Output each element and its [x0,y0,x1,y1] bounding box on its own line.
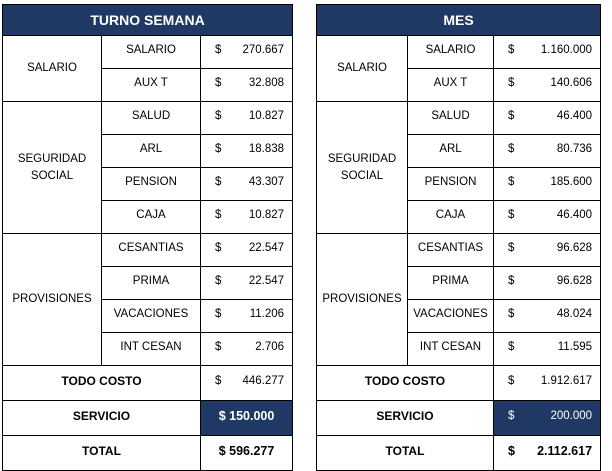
item-amount [494,135,601,168]
currency-symbol: $ [508,375,515,387]
amount-value: 200.000 [550,410,593,422]
currency-symbol: $ [508,44,515,56]
item-amount [494,300,601,333]
amount-value: 96.628 [556,242,593,254]
item-amount [494,267,601,300]
amount-value: 10.827 [248,110,285,122]
amount-value: 2.112.617 [537,444,593,458]
currency-symbol: $ [215,375,222,387]
currency-symbol: $ [215,209,222,221]
group-label-seguridad-social: SEGURIDAD SOCIAL [3,102,102,234]
amount-value: 2.706 [255,341,285,353]
item-name: ARL [102,135,201,168]
total-label: TOTAL [317,436,494,471]
total-amount: $ 596.277 [201,436,293,471]
amount-value: 46.400 [556,110,593,122]
item-amount [201,300,293,333]
currency-symbol: $ [215,77,222,89]
amount-value: 140.606 [550,77,593,89]
item-name: AUX T [408,69,494,102]
item-name: SALUD [102,102,201,135]
currency-symbol: $ [508,308,515,320]
amount-value: 48.024 [556,308,593,320]
item-amount [494,102,601,135]
item-amount [494,333,601,366]
group-label-provisiones: PROVISIONES [317,234,408,366]
todo-costo-label: TODO COSTO [3,366,201,401]
currency-symbol: $ [508,77,515,89]
item-amount [201,333,293,366]
currency-symbol: $ [215,176,222,188]
item-name: CESANTIAS [408,234,494,267]
amount-value: 446.277 [242,375,285,387]
group-label-salario: SALARIO [317,36,408,102]
item-name: PRIMA [408,267,494,300]
item-amount [494,234,601,267]
amount-value: 22.547 [248,275,285,287]
item-name: PRIMA [102,267,201,300]
group-label-provisiones: PROVISIONES [3,234,102,366]
item-amount [201,102,293,135]
servicio-amount: $ 150.000 [201,401,293,436]
item-name: INT CESAN [408,333,494,366]
currency-symbol: $ [508,275,515,287]
item-name: INT CESAN [102,333,201,366]
todo-costo-amount [201,366,293,401]
currency-symbol: $ [215,110,222,122]
currency-symbol: $ [215,308,222,320]
item-amount [201,201,293,234]
item-amount [201,135,293,168]
item-name: VACACIONES [102,300,201,333]
item-name: CESANTIAS [102,234,201,267]
item-amount [201,168,293,201]
currency-symbol: $ [215,242,222,254]
item-amount [494,168,601,201]
currency-symbol: $ [508,209,515,221]
servicio-label: SERVICIO [317,401,494,436]
item-amount [201,234,293,267]
currency-symbol: $ [215,44,222,56]
currency-symbol: $ [508,341,515,353]
currency-symbol: $ [508,110,515,122]
amount-value: 18.838 [248,143,285,155]
amount-value: 11.595 [557,341,593,353]
item-name: PENSION [408,168,494,201]
mes-title: MES [317,5,601,36]
mes-table [316,4,601,471]
amount-value: 32.808 [248,77,285,89]
amount-value: 96.628 [556,275,593,287]
currency-symbol: $ [508,242,515,254]
item-amount [494,36,601,69]
servicio-label: SERVICIO [3,401,201,436]
amount-value: 1.160.000 [540,44,593,56]
amount-value: 185.600 [550,176,593,188]
item-name: ARL [408,135,494,168]
item-amount [201,36,293,69]
amount-value: 22.547 [248,242,285,254]
item-amount [494,201,601,234]
item-name: SALARIO [408,36,494,69]
total-label: TOTAL [3,436,201,471]
group-label-salario: SALARIO [3,36,102,102]
turno-semana-title: TURNO SEMANA [3,5,293,36]
item-amount [494,69,601,102]
item-amount [201,69,293,102]
currency-symbol: $ [215,143,222,155]
currency-symbol: $ [215,341,222,353]
item-name: VACACIONES [408,300,494,333]
amount-value: 11.206 [249,308,285,320]
amount-value: 270.667 [242,44,285,56]
amount-value: 46.400 [556,209,593,221]
todo-costo-label: TODO COSTO [317,366,494,401]
item-name: CAJA [102,201,201,234]
item-name: SALARIO [102,36,201,69]
item-name: SALUD [408,102,494,135]
amount-value: 80.736 [556,143,593,155]
item-name: PENSION [102,168,201,201]
currency-symbol: $ [508,410,515,422]
amount-value: 43.307 [248,176,285,188]
group-label-seguridad-social: SEGURIDAD SOCIAL [317,102,408,234]
currency-symbol: $ [508,143,515,155]
item-amount [201,267,293,300]
currency-symbol: $ [508,176,515,188]
currency-symbol: $ [508,444,515,458]
item-name: AUX T [102,69,201,102]
currency-symbol: $ [215,275,222,287]
turno-semana-table [2,4,293,471]
amount-value: 1.912.617 [540,375,593,387]
item-name: CAJA [408,201,494,234]
todo-costo-amount [494,366,601,401]
amount-value: 10.827 [248,209,285,221]
total-amount [494,436,601,471]
servicio-amount [494,401,601,436]
